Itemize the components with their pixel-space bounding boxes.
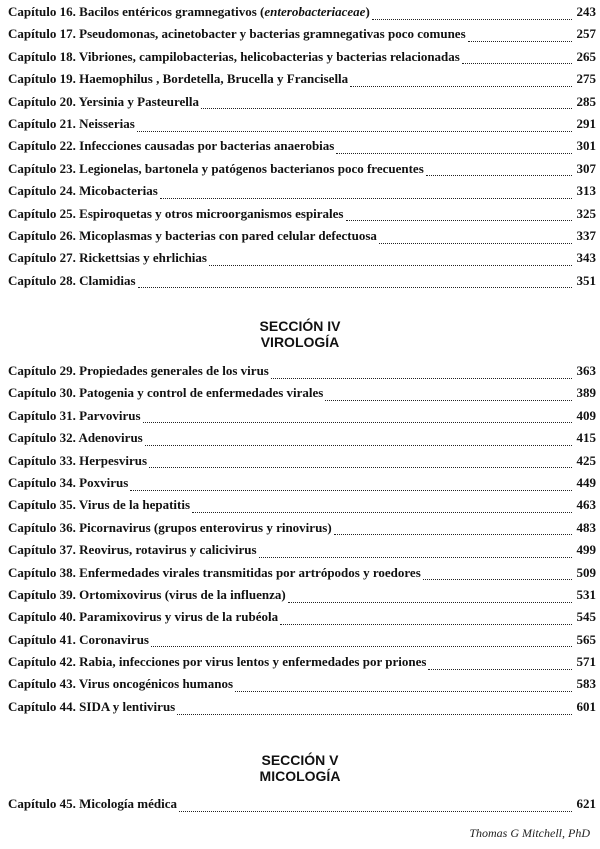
dot-leader	[350, 86, 572, 87]
page-number: 243	[576, 4, 596, 19]
section5-heading-number: SECCIÓN V	[261, 752, 339, 768]
toc-entry-title	[8, 587, 286, 603]
toc-entry-title	[8, 250, 207, 266]
dot-leader	[160, 198, 572, 199]
page-number: 265	[576, 48, 596, 64]
toc-entry	[8, 250, 596, 272]
toc-entry-title	[8, 408, 141, 424]
toc-entry	[8, 542, 596, 564]
chapter-title: SIDA y lentivirus	[79, 698, 176, 714]
toc-entry-title	[8, 273, 136, 289]
chapter-number: Capítulo 29.	[8, 363, 80, 378]
toc-entry	[8, 4, 596, 26]
toc-entry	[8, 206, 596, 228]
page-number: 291	[576, 115, 596, 131]
toc-entry	[8, 161, 596, 183]
chapter-number: Capítulo 22.	[8, 138, 80, 154]
chapter-title: Adenovirus	[78, 430, 143, 446]
toc-entry-title	[8, 206, 344, 222]
toc-entry	[8, 183, 596, 205]
chapter-number: Capítulo 27.	[8, 250, 80, 266]
chapter-number: Capítulo 33.	[8, 452, 80, 468]
dot-leader	[379, 243, 572, 244]
toc-entry	[8, 385, 596, 407]
page-number: 601	[576, 698, 596, 714]
toc-entry	[8, 273, 596, 295]
page-number: 307	[576, 160, 596, 176]
chapter-title: Virus de la hepatitis	[78, 497, 191, 513]
toc-entry	[8, 453, 596, 475]
toc-entry-title	[8, 654, 426, 670]
chapter-title: Neisserias	[79, 115, 135, 131]
chapter-title: Micoplasmas y bacterias con pared celular defectuosa	[79, 227, 377, 243]
toc-entry-title	[8, 4, 370, 20]
chapter-number: Capítulo 20.	[8, 93, 79, 109]
chapter-title: Legionelas, bartonela y patógenos bacterianos poco frecuentes	[79, 160, 424, 176]
chapter-title: Micología médica	[79, 796, 177, 811]
toc-entry-title	[8, 430, 143, 446]
dot-leader	[137, 131, 572, 132]
toc-entry	[8, 116, 596, 138]
section4-heading-number: SECCIÓN IV	[259, 318, 341, 334]
chapter-title: Infecciones causadas por bacterias anaerobias	[79, 138, 335, 154]
toc-entry-title	[8, 520, 332, 536]
page-number: 571	[576, 654, 596, 670]
toc-entry	[8, 609, 596, 631]
dot-leader	[130, 490, 572, 491]
dot-leader	[468, 41, 572, 42]
chapter-number: Capítulo 43.	[8, 676, 79, 692]
toc-entry	[8, 565, 596, 587]
toc-entry	[8, 363, 596, 385]
toc-entry-title	[8, 116, 135, 132]
toc-entry-title	[8, 385, 323, 401]
toc-entry-title	[8, 609, 278, 625]
chapter-title: Espiroquetas y otros microorganismos espirales	[79, 205, 344, 221]
chapter-title: Rickettsias y ehrlichias	[79, 250, 207, 266]
chapter-number: Capítulo 41.	[8, 631, 80, 647]
chapter-title-end: )	[365, 4, 370, 19]
chapter-title: Bacilos entéricos gramnegativos (	[79, 4, 265, 19]
chapter-number: Capítulo 30.	[8, 385, 80, 401]
toc-entry-title	[8, 161, 424, 177]
chapter-title: Coronavirus	[79, 631, 149, 647]
toc-entry-title	[8, 542, 257, 558]
dot-leader	[179, 811, 572, 812]
toc-entry	[8, 430, 596, 452]
toc-entry	[8, 654, 596, 676]
chapter-number: Capítulo 28.	[8, 272, 80, 288]
dot-leader	[143, 422, 572, 423]
chapter-title: Herpesvirus	[79, 452, 148, 468]
page-number: 257	[576, 26, 596, 42]
page-number: 337	[576, 227, 596, 243]
chapter-title: Ortomixovirus (virus de la influenza)	[79, 586, 286, 602]
chapter-number: Capítulo 36.	[8, 519, 80, 535]
chapter-title: Haemophilus , Bordetella, Brucella y Francisella	[79, 71, 349, 87]
page-number: 285	[576, 93, 596, 109]
toc-entry-title	[8, 475, 128, 491]
chapter-title: Clamidias	[79, 272, 136, 288]
chapter-title: Propiedades generales de los virus	[79, 363, 269, 378]
page-number: 565	[576, 631, 596, 647]
chapter-number: Capítulo 45.	[8, 796, 80, 811]
chapter-title: Picornavirus (grupos enterovirus y rinovirus)	[79, 519, 332, 535]
toc-entry	[8, 520, 596, 542]
toc-entry	[8, 699, 596, 721]
toc-entry	[8, 408, 596, 430]
chapter-title: Enfermedades virales transmitidas por artrópodos y roedores	[79, 564, 421, 580]
page-number: 463	[576, 497, 596, 513]
toc-entry-title	[8, 453, 147, 469]
toc-entry-title	[8, 138, 334, 154]
chapter-number: Capítulo 35.	[8, 497, 79, 513]
section4-heading-title: VIROLOGÍA	[260, 334, 340, 350]
chapter-number: Capítulo 31.	[8, 407, 80, 423]
toc-entry	[8, 49, 596, 71]
toc-entry	[8, 475, 596, 497]
toc-entry-title	[8, 497, 190, 513]
dot-leader	[428, 669, 572, 670]
toc-entry	[8, 71, 596, 93]
page-number: 483	[576, 519, 596, 535]
section5-chapter-list	[8, 796, 596, 818]
dot-leader	[346, 220, 573, 221]
page-number: 499	[576, 542, 596, 558]
chapter-title: Patogenia y control de enfermedades virales	[79, 385, 324, 401]
dot-leader	[334, 534, 572, 535]
chapter-title: Vibriones, campilobacterias, helicobacterias y bacterias relacionadas	[78, 48, 460, 64]
section4-heading	[0, 318, 600, 350]
dot-leader	[177, 714, 572, 715]
toc-entry	[8, 138, 596, 160]
page-number: 449	[576, 474, 596, 490]
dot-leader	[151, 646, 572, 647]
toc-entry-title	[8, 676, 233, 692]
dot-leader	[288, 602, 572, 603]
dot-leader	[423, 579, 572, 580]
toc-entry-title	[8, 183, 158, 199]
toc-entry-title	[8, 363, 269, 379]
toc-entry-title	[8, 632, 149, 648]
page-number: 509	[576, 564, 596, 580]
chapter-number: Capítulo 19.	[8, 71, 80, 87]
page-number: 583	[576, 676, 596, 692]
chapter-number: Capítulo 32.	[8, 430, 79, 446]
dot-leader	[259, 557, 572, 558]
toc-entry	[8, 94, 596, 116]
dot-leader	[192, 512, 572, 513]
author-credit: Thomas G Mitchell, PhD	[469, 826, 590, 840]
chapter-number: Capítulo 18.	[8, 48, 79, 64]
toc-entry	[8, 497, 596, 519]
dot-leader	[280, 624, 572, 625]
toc-entry-title	[8, 49, 460, 65]
chapter-number: Capítulo 37.	[8, 542, 80, 558]
toc-entry	[8, 228, 596, 250]
chapter-number: Capítulo 38.	[8, 564, 80, 580]
chapter-number: Capítulo 26.	[8, 227, 80, 243]
chapter-title: Reovirus, rotavirus y calicivirus	[79, 542, 257, 558]
chapter-title-italic: enterobacteriaceae	[264, 4, 366, 19]
section5-heading	[0, 752, 600, 784]
page-number: 363	[576, 363, 596, 378]
page-number: 343	[576, 250, 596, 266]
page-number: 301	[576, 138, 596, 154]
page-number: 415	[576, 430, 596, 446]
toc-entry-title	[8, 94, 199, 110]
chapter-number: Capítulo 23.	[8, 160, 80, 176]
page-number: 425	[576, 452, 596, 468]
dot-leader	[145, 445, 572, 446]
dot-leader	[336, 153, 572, 154]
chapter-number: Capítulo 34.	[8, 474, 80, 490]
chapter-number: Capítulo 16.	[8, 4, 80, 19]
toc-entry-title	[8, 565, 421, 581]
section5-heading-title: MICOLOGÍA	[259, 768, 341, 784]
dot-leader	[426, 175, 572, 176]
page-number: 621	[576, 796, 596, 811]
toc-entry-title	[8, 71, 348, 87]
page-number: 409	[576, 407, 596, 423]
chapter-title: Pseudomonas, acinetobacter y bacterias gramnegativas poco comunes	[79, 26, 466, 42]
chapter-title: Rabia, infecciones por virus lentos y enfermedades por priones	[79, 654, 427, 670]
toc-entry-title	[8, 796, 177, 812]
section4-chapter-list	[8, 363, 596, 721]
page-number: 545	[576, 609, 596, 625]
toc-entry	[8, 587, 596, 609]
dot-leader	[372, 19, 572, 20]
chapter-number: Capítulo 40.	[8, 609, 80, 625]
dot-leader	[462, 63, 572, 64]
toc-entry	[8, 796, 596, 818]
chapter-number: Capítulo 39.	[8, 586, 80, 602]
chapter-number: Capítulo 42.	[8, 654, 80, 670]
toc-entry-title	[8, 228, 377, 244]
dot-leader	[325, 400, 572, 401]
dot-leader	[201, 108, 572, 109]
chapter-number: Capítulo 44.	[8, 698, 80, 714]
dot-leader	[149, 467, 572, 468]
chapter-title: Virus oncogénicos humanos	[78, 676, 234, 692]
toc-entry	[8, 676, 596, 698]
chapter-title: Paramixovirus y virus de la rubéola	[79, 609, 279, 625]
chapter-title: Parvovirus	[79, 407, 141, 423]
chapter-number: Capítulo 21.	[8, 115, 80, 131]
chapter-title: Micobacterias	[79, 183, 158, 199]
dot-leader	[235, 691, 572, 692]
page-number: 351	[576, 272, 596, 288]
page-number: 275	[576, 71, 596, 87]
page-number: 313	[576, 183, 596, 199]
page-number: 325	[576, 205, 596, 221]
toc-entry	[8, 632, 596, 654]
page-number: 531	[576, 586, 596, 602]
toc-entry	[8, 26, 596, 48]
dot-leader	[209, 265, 572, 266]
chapter-title: Poxvirus	[79, 474, 129, 490]
chapter-number: Capítulo 24.	[8, 183, 80, 199]
dot-leader	[138, 287, 573, 288]
toc-entry-title	[8, 26, 466, 42]
chapter-number: Capítulo 17.	[8, 26, 80, 42]
toc-entry-title	[8, 699, 175, 715]
chapter-number: Capítulo 25.	[8, 205, 80, 221]
page-number: 389	[576, 385, 596, 401]
chapter-title: Yersinia y Pasteurella	[78, 93, 200, 109]
dot-leader	[271, 378, 572, 379]
section3-chapter-list	[8, 4, 596, 295]
